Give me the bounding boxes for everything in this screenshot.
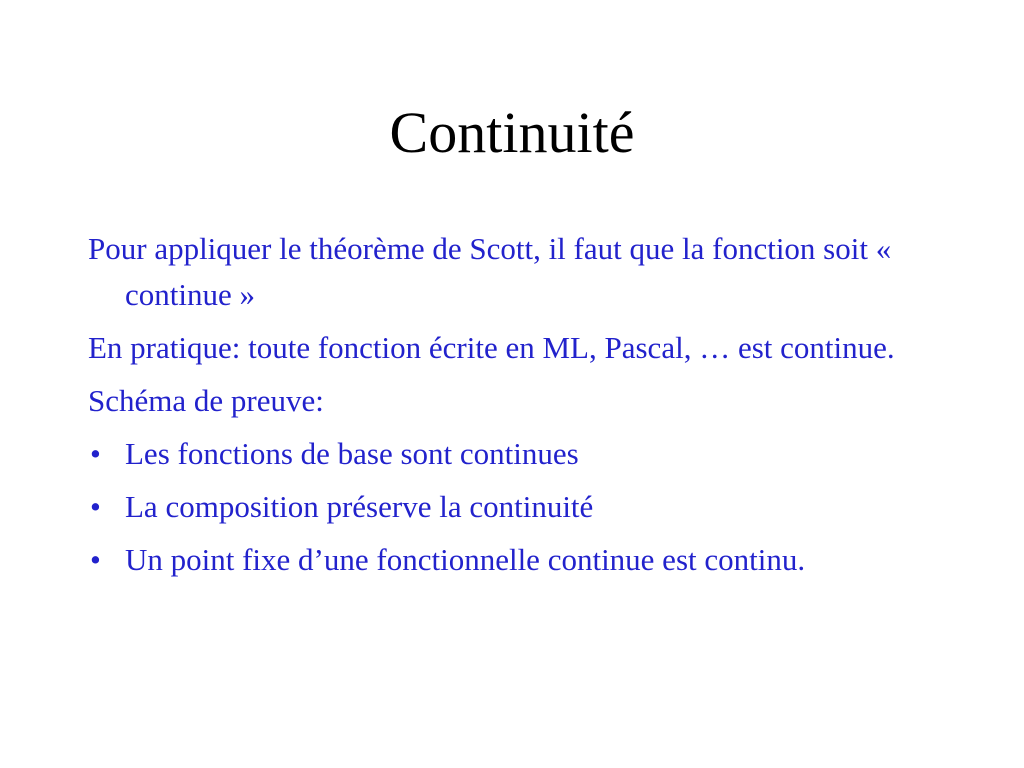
bullet-item: [88, 484, 948, 530]
paragraph-practice: En pratique: toute fonction écrite en ML, Pascal, … est continue.: [88, 330, 895, 365]
paragraph-scott-theorem: Pour appliquer le théorème de Scott, il faut que la fonction soit « continue »: [88, 231, 892, 312]
bullet-icon: •: [90, 436, 101, 471]
bullet-icon: •: [90, 489, 101, 524]
bullet-text: Les fonctions de base sont continues: [125, 436, 579, 471]
slide-body: [88, 226, 948, 590]
paragraph-proof-scheme: Schéma de preuve:: [88, 383, 324, 418]
bullet-text: La composition préserve la continuité: [125, 489, 594, 524]
proof-bullet-list: [88, 431, 948, 583]
slide-title: Continuité: [389, 100, 635, 165]
bullet-item: [88, 537, 948, 583]
bullet-icon: •: [90, 542, 101, 577]
bullet-text: Un point fixe d’une fonctionnelle continue est continu.: [125, 542, 806, 577]
bullet-item: [88, 431, 948, 477]
